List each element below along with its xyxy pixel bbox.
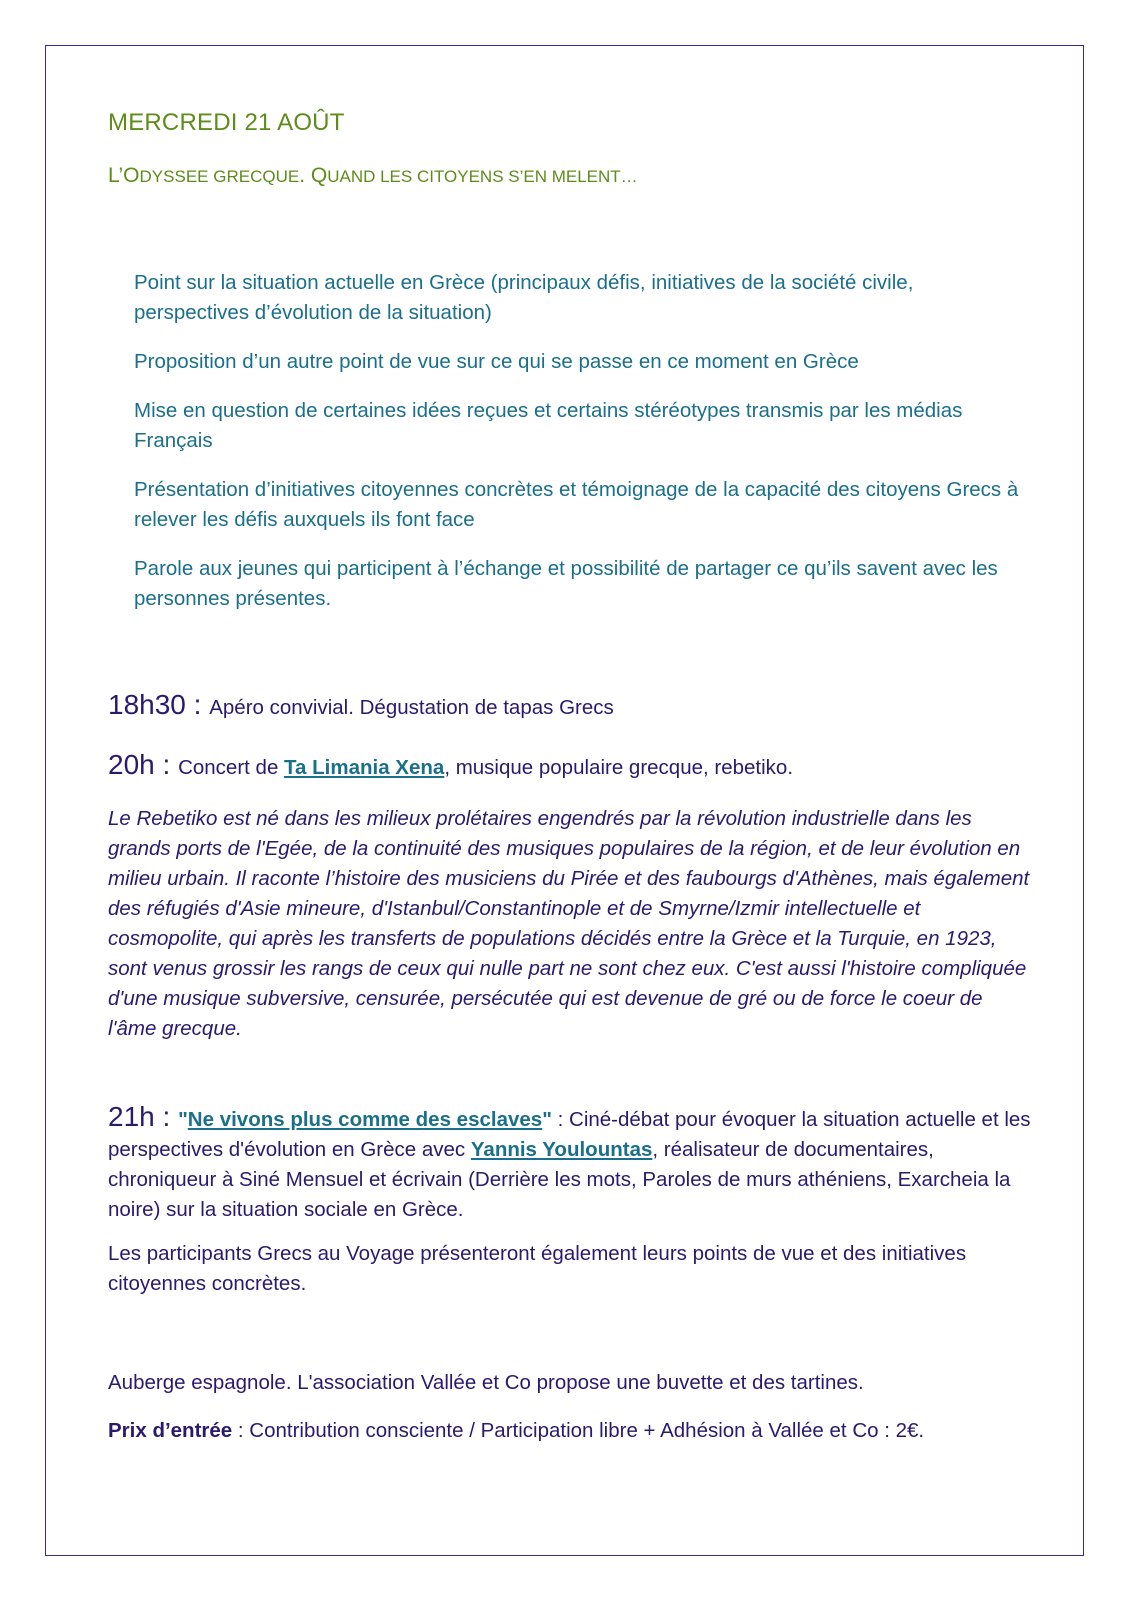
auberge-note: Auberge espagnole. L'association Vallée et Co propose une buvette et des tartines. bbox=[108, 1371, 864, 1394]
topic-item: Parole aux jeunes qui participent à l’échange et possibilité de partager ce qu’ils savent avec les personnes présentes. bbox=[134, 557, 998, 610]
entry-price-label: Prix d’entrée bbox=[108, 1419, 233, 1442]
participants-note: Les participants Grecs au Voyage présenteront également leurs points de vue et des initiatives citoyennes concrètes. bbox=[108, 1242, 967, 1295]
schedule-text: Apéro convivial. Dégustation de tapas Grecs bbox=[209, 696, 614, 719]
schedule-time: 18h30 bbox=[108, 689, 186, 720]
topic-item: Point sur la situation actuelle en Grèce (principaux défis, initiatives de la société civile, perspectives d’évolution de la situation) bbox=[134, 271, 914, 324]
topic-item: Mise en question de certaines idées reçues et certains stéréotypes transmis par les médias Français bbox=[134, 399, 963, 452]
schedule-1830: 18h30 : Apéro convivial. Dégustation de tapas Grecs bbox=[108, 689, 614, 720]
topic-item: Proposition d’un autre point de vue sur ce qui se passe en ce moment en Grèce bbox=[134, 350, 859, 373]
film-link[interactable]: Ne vivons plus comme des esclaves bbox=[187, 1108, 543, 1131]
schedule-21h: 21h : "Ne vivons plus comme des esclaves" : Ciné-débat pour évoquer la situation actuelle et les perspectives d'évolution en Grèce avec Yannis Youlountas, réalisateur de documentaires, chroniqueur à Siné Mensuel et écrivain (Derrière les mots, Paroles de murs athéniens, Exarcheia la noire) sur la situation sociale en Grèce. bbox=[108, 1101, 1031, 1221]
schedule-time: 21h bbox=[108, 1101, 155, 1132]
entry-price bbox=[108, 1416, 1038, 1446]
event-date: MERCREDI 21 AOÛT bbox=[108, 109, 345, 136]
rebetiko-description: Le Rebetiko est né dans les milieux prolétaires engendrés par la révolution industrielle dans les grands ports de l'Egée, de la continuité des musiques populaires de la région, et de leur évolution en milieu urbain. Il raconte l’histoire des musiciens du Pirée et des faubourgs d'Athènes, mais également des réfugiés d'Asie mineure, d'Istanbul/Constantinople et de Smyrne/Izmir intellectuelle et cosmopolite, qui après les transferts de populations décidés entre la Grèce et la Turquie, en 1923, sont venus grossir les rangs de ceux qui nulle part ne sont chez eux. C'est aussi l'histoire compliquée d'une musique subversive, censurée, persécutée qui est devenue de gré ou de force le coeur de l'âme grecque. bbox=[108, 807, 1030, 1040]
entry-price-text: : Contribution consciente / Participation libre + Adhésion à Vallée et Co : 2€. bbox=[232, 1419, 925, 1442]
topic-item: Présentation d’initiatives citoyennes concrètes et témoignage de la capacité des citoyens Grecs à relever les défis auxquels ils font face bbox=[134, 478, 1019, 531]
topics-list bbox=[134, 268, 1034, 633]
band-link[interactable]: Ta Limania Xena bbox=[284, 756, 445, 779]
schedule-time: 20h bbox=[108, 749, 155, 780]
director-link[interactable]: Yannis Youlountas bbox=[470, 1138, 653, 1161]
event-subtitle: L’ODYSSEE GRECQUE. QUAND LES CITOYENS S’EN MELENT… bbox=[108, 164, 638, 187]
schedule-20h: 20h : Concert de Ta Limania Xena, musique populaire grecque, rebetiko. bbox=[108, 749, 794, 780]
